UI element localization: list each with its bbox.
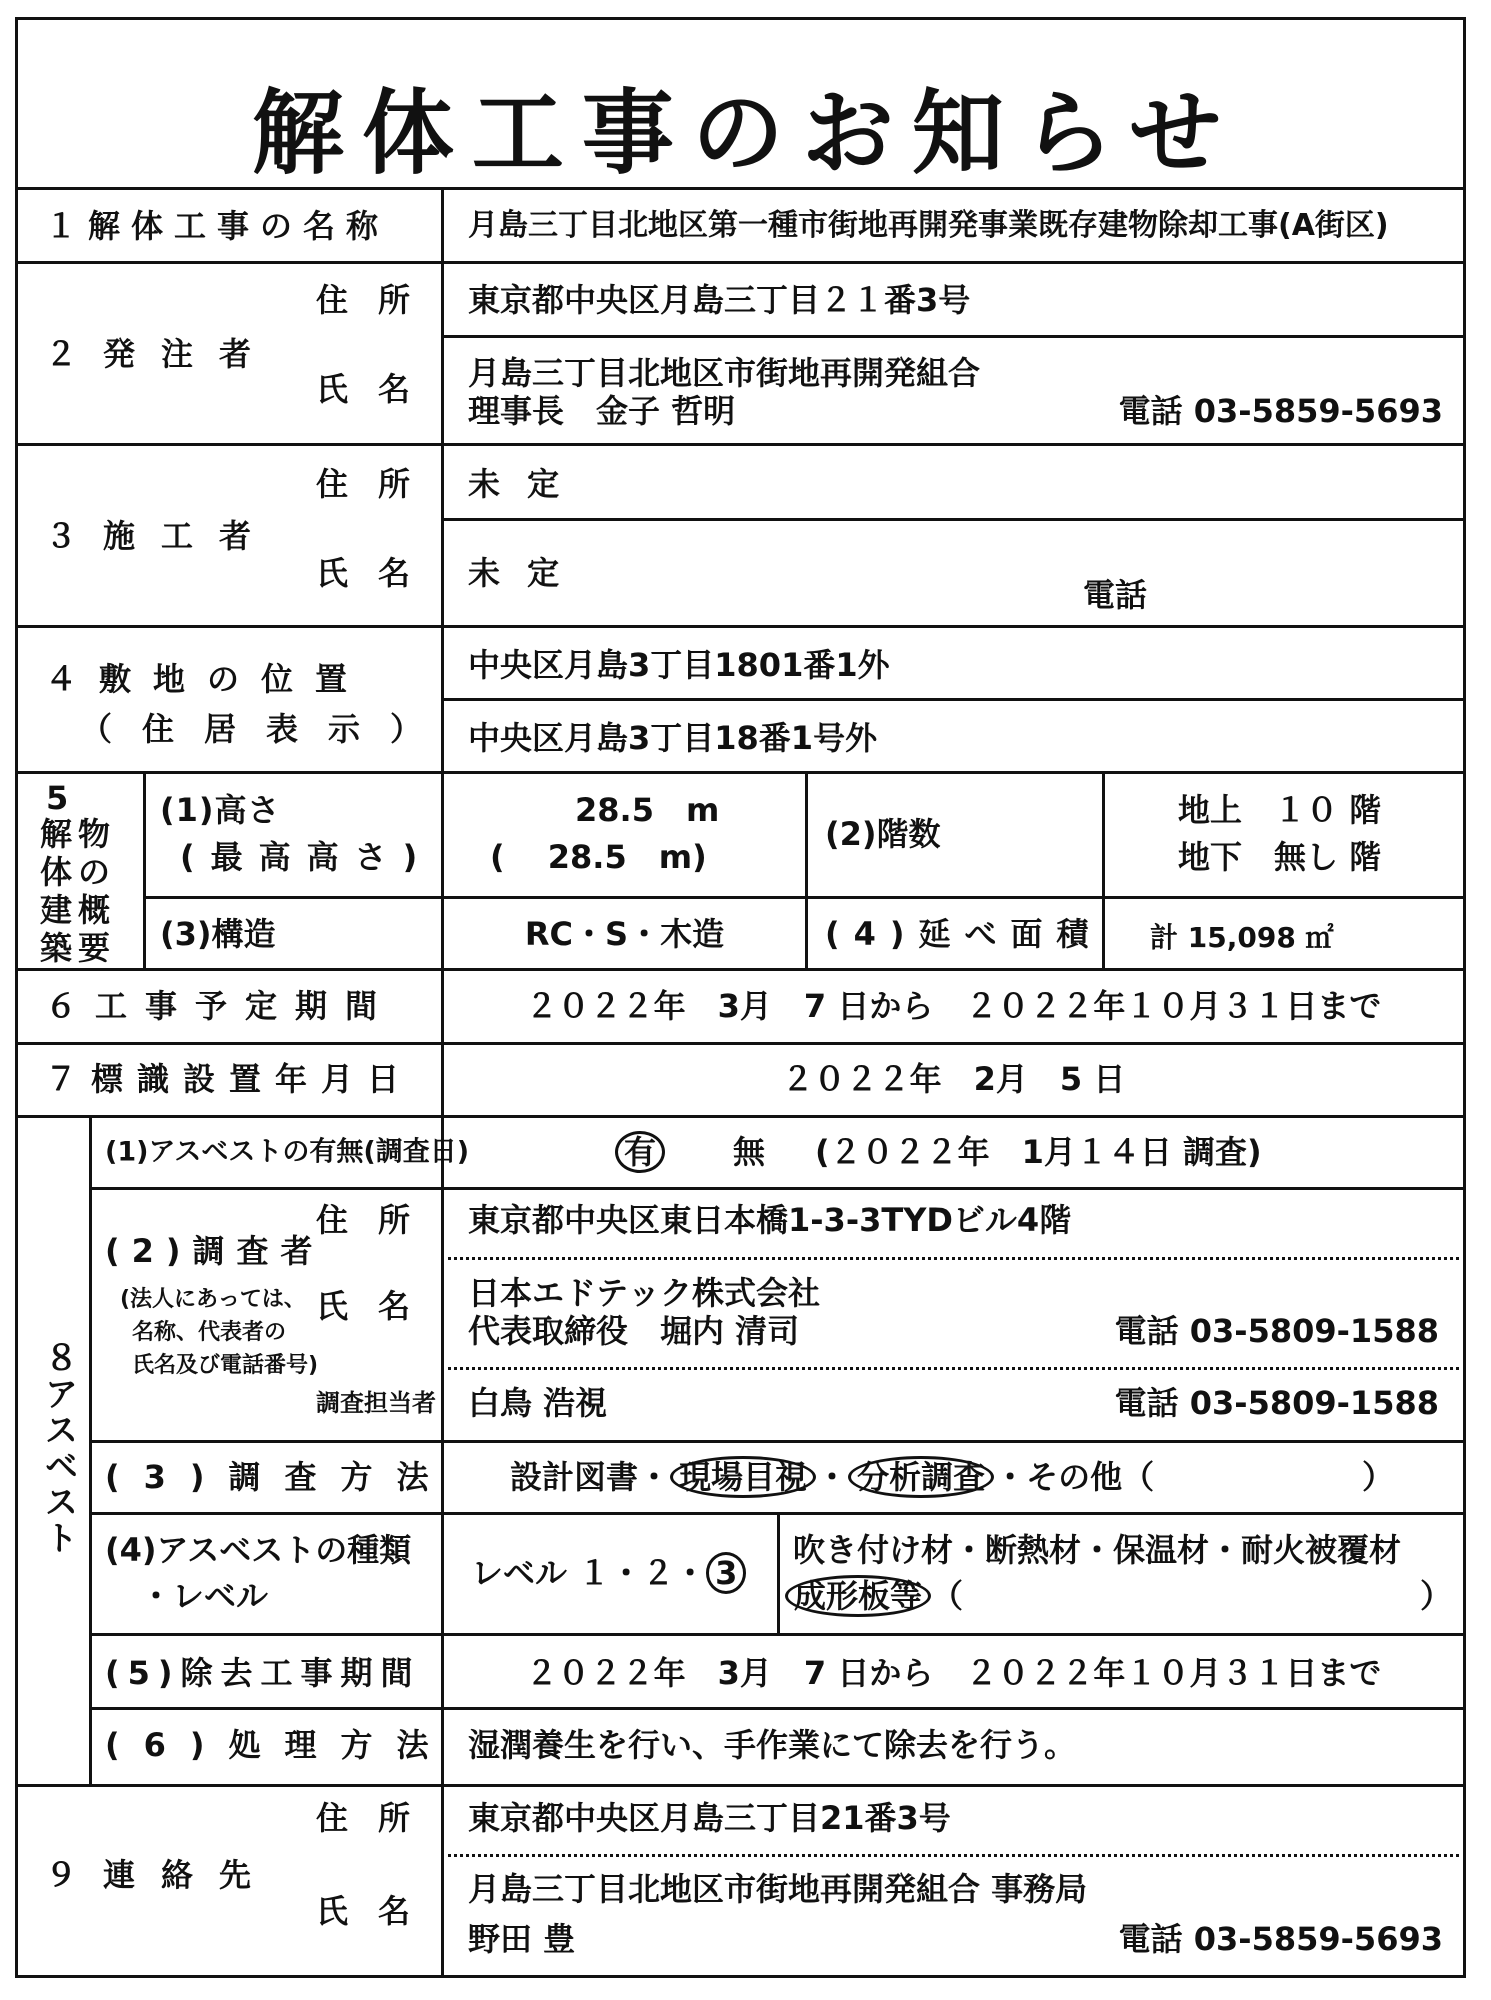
paren: （: [931, 1577, 964, 1615]
divider: [777, 1512, 780, 1633]
frame-bottom: [15, 1975, 1466, 1978]
asbestos-level: [471, 1552, 746, 1594]
contractor-address-label: 住所: [316, 465, 441, 503]
max-height-label: (最高高さ): [180, 838, 434, 876]
divider: [89, 1633, 1466, 1636]
floor-area-label: (4)延べ面積: [825, 915, 1103, 953]
site-location-label: ４敷地の位置: [45, 660, 370, 698]
contractor-name: 未 定: [468, 554, 568, 592]
height-label: (1)高さ: [160, 791, 281, 829]
dotted-divider: [441, 1854, 1466, 1857]
divider: [15, 625, 1466, 628]
client-address-label: 住所: [316, 281, 441, 319]
survey-date: (２０２２年 1月１４日 調査): [815, 1133, 1262, 1171]
divider: [143, 771, 146, 968]
divider: [15, 1042, 1466, 1045]
asbestos-present-circled: [615, 1131, 665, 1173]
structure-value: RC・S・木造: [524, 915, 725, 953]
surveyor-note: 氏名及び電話番号): [132, 1353, 319, 1378]
client-phone: 電話 03-5859-5693: [1118, 392, 1443, 430]
level-selected: 3: [706, 1552, 746, 1594]
divider: [805, 771, 808, 968]
floors-label: (2)階数: [825, 815, 941, 853]
contact-address-label: 住所: [316, 1799, 441, 1837]
client-address: 東京都中央区月島三丁目２１番3号: [468, 281, 971, 319]
site-lot-number: 中央区月島3丁目1801番1外: [468, 646, 890, 684]
divider: [15, 443, 1466, 446]
project-name: 月島三丁目北地区第一種市街地再開発事業既存建物除却工事(A街区): [468, 208, 1389, 243]
label-char: 物: [78, 815, 111, 853]
sign-date-label: ７標識設置年月日: [45, 1060, 414, 1098]
contact-person: 野田 豊: [468, 1920, 576, 1958]
divider: [89, 1707, 1466, 1710]
construction-period: ２０２２年 3月 7 日から ２０２２年１０月３１日まで: [525, 987, 1382, 1025]
sign-date: ２０２２年 2月 5 日: [781, 1060, 1126, 1098]
asbestos-absent: 無: [733, 1133, 766, 1171]
surveyor-name-label: 氏名: [316, 1287, 441, 1325]
divider: [441, 518, 1466, 521]
surveyor-company: 日本エドテック株式会社: [468, 1274, 821, 1312]
contact-address: 東京都中央区月島三丁目21番3号: [468, 1799, 951, 1837]
frame-right: [1463, 17, 1466, 1978]
asbestos-board: [785, 1575, 963, 1617]
client-name-label: 氏名: [316, 370, 441, 408]
method-design-drawings: 設計図書: [510, 1458, 639, 1496]
divider: [15, 261, 1466, 264]
method-analysis: 分析調査: [848, 1456, 994, 1498]
divider: [15, 968, 1466, 971]
floors-below: 地下 無し 階: [1178, 838, 1382, 876]
contractor-name-label: 氏名: [316, 554, 441, 592]
label-char: 概: [78, 891, 111, 929]
surveyor-label: (2)調査者: [105, 1232, 325, 1270]
asbestos-label: ８アスベスト: [38, 1340, 78, 1556]
disposal-method: 湿潤養生を行い、手作業にて除去を行う。: [468, 1726, 1077, 1764]
label-char: 体: [40, 853, 73, 891]
contact-label: ９連絡先: [45, 1856, 278, 1894]
asbestos-materials: 吹き付け材・断熱材・保温材・耐火被覆材: [793, 1531, 1402, 1569]
survey-methods: 設計図書・ 現場目視 ・ 分析調査 ・その他（: [510, 1458, 1155, 1496]
divider: [441, 698, 1466, 701]
label-char: 建: [40, 891, 73, 929]
dotted-divider: [441, 1367, 1466, 1370]
level-options: レベル １・２・: [471, 1554, 707, 1592]
divider: [89, 1115, 92, 1784]
surveyor-representative: 代表取締役 堀内 清司: [468, 1312, 800, 1350]
client-representative: 理事長 金子 哲明: [468, 392, 736, 430]
removal-period: ２０２２年 3月 7 日から ２０２２年１０月３１日まで: [525, 1654, 1382, 1692]
divider: [89, 1440, 1466, 1443]
label-char: 解: [40, 815, 73, 853]
board-circled: 成形板等: [785, 1575, 931, 1617]
site-address-label: （住居表示）: [80, 710, 453, 748]
divider: [15, 771, 1466, 774]
structure-label: (3)構造: [160, 915, 276, 953]
divider: [441, 335, 1466, 338]
floor-area-value: 計 15,098 ㎡: [1150, 921, 1334, 954]
contact-phone: 電話 03-5859-5693: [1118, 1920, 1443, 1958]
survey-method-label: (3)調査方法: [105, 1458, 453, 1496]
contractor-address: 未 定: [468, 465, 568, 503]
removal-period-label: (5)除去工事期間: [105, 1654, 421, 1692]
method-other-close: ）: [1362, 1458, 1395, 1496]
paren-close: ）: [1420, 1577, 1453, 1615]
building-overview-label: [40, 815, 116, 967]
page-title: 解体工事のお知らせ: [251, 80, 1240, 187]
divider: [15, 1784, 1466, 1787]
site-address: 中央区月島3丁目18番1号外: [468, 719, 878, 757]
method-site-inspection: 現場目視: [670, 1456, 816, 1498]
method-other: その他（: [1026, 1458, 1155, 1496]
frame-top: [15, 17, 1466, 20]
asbestos-type-label: (4)アスベストの種類: [105, 1531, 412, 1569]
asbestos-present: 有: [615, 1131, 665, 1173]
surveyor-staff-label: 調査担当者: [316, 1389, 436, 1417]
building-overview-number: 5: [46, 779, 69, 817]
surveyor-note: (法人にあっては、: [120, 1287, 306, 1312]
surveyor-phone: 電話 03-5809-1588: [1114, 1312, 1439, 1350]
contractor-label: ３施工者: [45, 517, 278, 555]
contact-name-label: 氏名: [316, 1892, 441, 1930]
surveyor-note: 名称、代表者の: [132, 1320, 287, 1345]
floors-above: 地上 １０ 階: [1178, 791, 1382, 829]
project-name-label: １解体工事の名称: [45, 207, 390, 245]
label-char: 築: [40, 929, 73, 967]
frame-left: [15, 17, 18, 1978]
contractor-phone: 電話: [1083, 576, 1148, 614]
height-value: 28.5 m: [575, 791, 720, 829]
surveyor-address: 東京都中央区東日本橋1-3-3TYDビル4階: [468, 1201, 1072, 1239]
construction-period-label: ６工事予定期間: [45, 987, 396, 1025]
surveyor-staff-phone: 電話 03-5809-1588: [1114, 1384, 1439, 1422]
asbestos-presence-label: (1)アスベストの有無(調査日): [105, 1136, 470, 1168]
dotted-divider: [441, 1257, 1466, 1260]
contact-organization: 月島三丁目北地区市街地再開発組合 事務局: [468, 1870, 1088, 1908]
max-height-value: ( 28.5 m): [490, 838, 707, 876]
label-char: の: [78, 853, 111, 891]
surveyor-address-label: 住所: [316, 1201, 441, 1239]
client-name: 月島三丁目北地区市街地再開発組合: [468, 354, 981, 392]
disposal-method-label: (6)処理方法: [105, 1726, 453, 1764]
divider: [15, 1115, 1466, 1118]
client-label: ２発注者: [45, 335, 278, 373]
label-char: 要: [78, 929, 111, 967]
divider: [89, 1187, 1466, 1190]
asbestos-level-label: ・レベル: [140, 1577, 269, 1615]
surveyor-staff: 白鳥 浩視: [468, 1384, 608, 1422]
